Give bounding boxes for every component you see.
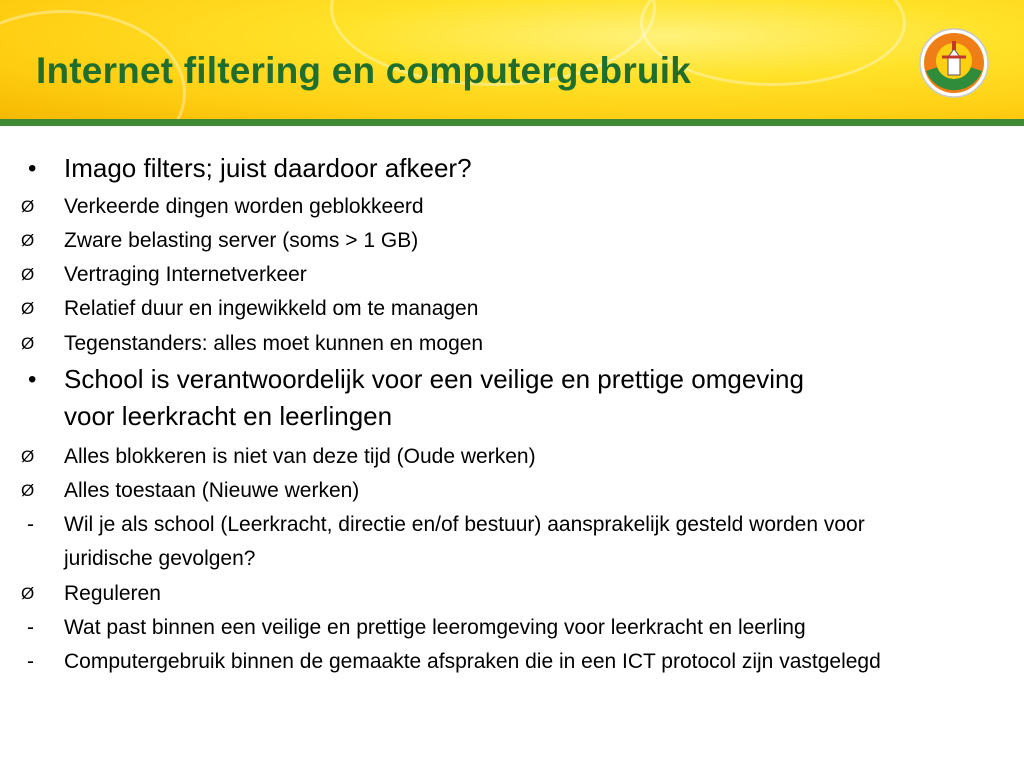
dash-bullet: - (27, 650, 34, 673)
arrow-bullet-icon: Ø (21, 299, 35, 318)
slide-title: Internet filtering en computergebruik (36, 50, 691, 91)
bullet-text: juridische gevolgen? (64, 547, 256, 570)
bullet-text: Tegenstanders: alles moet kunnen en mogen (64, 332, 484, 355)
bullet-text: Wat past binnen een veilige en prettige leeromgeving voor leerkracht en leerling (64, 616, 806, 639)
arrow-bullet-icon: Ø (21, 584, 35, 603)
arrow-bullet-icon: Ø (21, 447, 35, 466)
arrow-bullet-icon: Ø (21, 334, 35, 353)
bullet-text: Reguleren (64, 582, 161, 605)
bullet-text: Zware belasting server (soms > 1 GB) (64, 229, 419, 252)
bullet-text: Verkeerde dingen worden geblokkeerd (64, 195, 424, 218)
arrow-bullet-icon: Ø (21, 231, 35, 250)
dash-bullet: - (27, 513, 34, 536)
bullet-text: Wil je als school (Leerkracht, directie en/of bestuur) aansprakelijk gesteld worden voor (64, 513, 865, 536)
bullet-text: Vertraging Internetverkeer (64, 263, 307, 286)
bullet-text: School is verantwoordelijk voor een veilige en prettige omgeving (64, 364, 804, 394)
arrow-bullet-icon: Ø (21, 197, 35, 216)
bullet-text: Computergebruik binnen de gemaakte afspraken die in een ICT protocol zijn vastgelegd (64, 650, 881, 673)
arrow-bullet-icon: Ø (21, 481, 35, 500)
bullet-text: Alles toestaan (Nieuwe werken) (64, 479, 360, 502)
round-bullet: • (28, 155, 37, 182)
dash-bullet: - (27, 616, 34, 639)
arrow-bullet-icon: Ø (21, 265, 35, 284)
bullet-text: Imago filters; juist daardoor afkeer? (64, 153, 472, 183)
bullet-text: voor leerkracht en leerlingen (64, 401, 393, 431)
bullet-text: Relatief duur en ingewikkeld om te managen (64, 297, 479, 320)
round-bullet: • (28, 366, 37, 393)
bullet-text: Alles blokkeren is niet van deze tijd (Oude werken) (64, 445, 536, 468)
